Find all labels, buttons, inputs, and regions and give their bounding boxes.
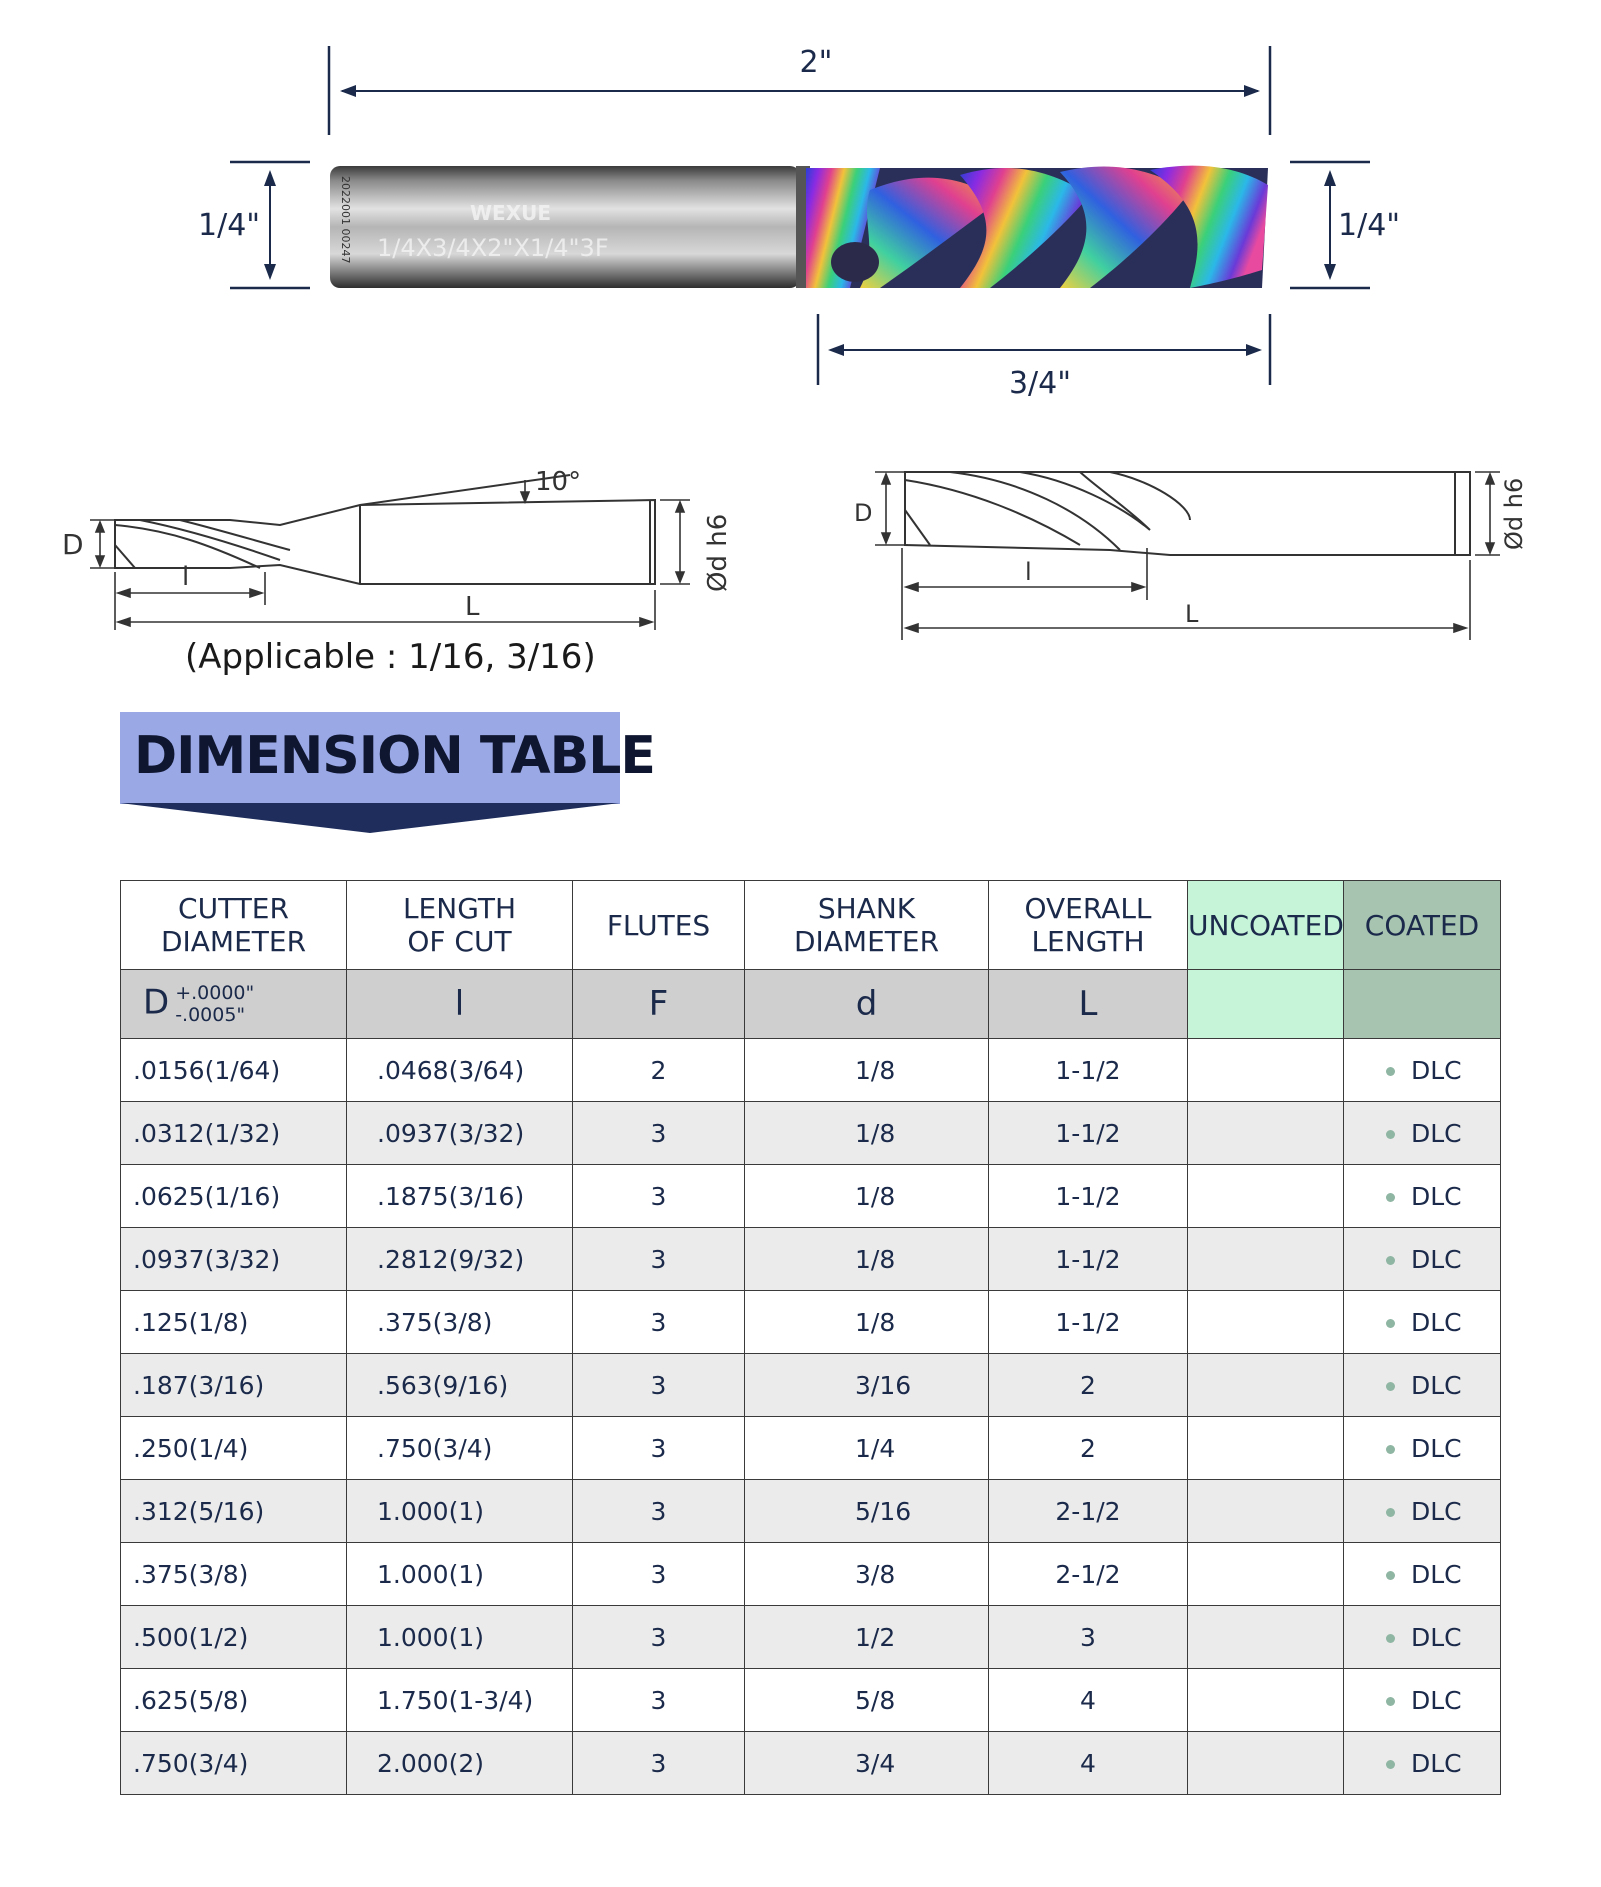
cell-shank-diameter: 3/4 — [745, 1732, 989, 1795]
bullet-icon — [1386, 1130, 1395, 1139]
cell-shank-diameter: 1/8 — [745, 1165, 989, 1228]
table-row — [121, 1165, 1501, 1228]
table-row — [121, 1102, 1501, 1165]
cell-cutter-diameter: .187(3/16) — [121, 1354, 347, 1417]
cell-coated: DLC — [1344, 1228, 1501, 1291]
cell-length-of-cut: .375(3/8) — [347, 1291, 573, 1354]
banner-title: DIMENSION TABLE — [134, 726, 655, 786]
col-overall-length: OVERALL LENGTH — [989, 881, 1188, 970]
cell-length-of-cut: 1.000(1) — [347, 1606, 573, 1669]
symbol-uncoated — [1188, 970, 1344, 1039]
cell-coated: DLC — [1344, 1291, 1501, 1354]
cell-overall-length: 1-1/2 — [989, 1228, 1188, 1291]
cell-shank-diameter: 1/8 — [745, 1228, 989, 1291]
cell-coated: DLC — [1344, 1669, 1501, 1732]
cell-uncoated — [1188, 1228, 1344, 1291]
schematic-angle-label: 10° — [535, 467, 582, 497]
cell-overall-length: 1-1/2 — [989, 1165, 1188, 1228]
table-row — [121, 1669, 1501, 1732]
symbol-cutter-diameter: D +.0000" -.0005" — [121, 970, 347, 1039]
schematic-diameter-label: D — [62, 528, 84, 561]
cell-shank-diameter: 5/8 — [745, 1669, 989, 1732]
cell-uncoated — [1188, 1732, 1344, 1795]
cell-coated: DLC — [1344, 1102, 1501, 1165]
schematic2-overall-label: L — [1185, 600, 1199, 628]
col-length-of-cut: LENGTH OF CUT — [347, 881, 573, 970]
bullet-icon — [1386, 1697, 1395, 1706]
cell-overall-length: 1-1/2 — [989, 1102, 1188, 1165]
cell-coated: DLC — [1344, 1039, 1501, 1102]
bullet-icon — [1386, 1193, 1395, 1202]
cell-uncoated — [1188, 1606, 1344, 1669]
cell-length-of-cut: .750(3/4) — [347, 1417, 573, 1480]
dimension-table-banner — [120, 712, 655, 804]
cell-coated: DLC — [1344, 1354, 1501, 1417]
symbol-overall-length: L — [989, 970, 1188, 1039]
schematic2-diameter-label: D — [854, 499, 873, 527]
col-cutter-diameter: CUTTER DIAMETER — [121, 881, 347, 970]
cell-flutes: 3 — [573, 1480, 745, 1543]
cell-cutter-diameter: .312(5/16) — [121, 1480, 347, 1543]
cell-overall-length: 4 — [989, 1732, 1188, 1795]
bullet-icon — [1386, 1571, 1395, 1580]
cell-uncoated — [1188, 1480, 1344, 1543]
dimension-table — [120, 880, 1501, 1795]
table-row — [121, 1480, 1501, 1543]
cell-coated: DLC — [1344, 1480, 1501, 1543]
diameter-label-left: 1/4" — [198, 208, 261, 243]
length-of-cut-label: 3/4" — [1008, 366, 1072, 401]
cell-shank-diameter: 1/4 — [745, 1417, 989, 1480]
cell-length-of-cut: .0937(3/32) — [347, 1102, 573, 1165]
cell-length-of-cut: 1.000(1) — [347, 1543, 573, 1606]
cell-overall-length: 2 — [989, 1417, 1188, 1480]
cell-uncoated — [1188, 1039, 1344, 1102]
symbol-length-of-cut: l — [347, 970, 573, 1039]
cell-uncoated — [1188, 1417, 1344, 1480]
tool-serial-marking: 2022001 00247 — [339, 176, 352, 264]
table-row — [121, 1543, 1501, 1606]
col-flutes: FLUTES — [573, 881, 745, 970]
table-row — [121, 1354, 1501, 1417]
cell-shank-diameter: 1/8 — [745, 1291, 989, 1354]
cell-cutter-diameter: .750(3/4) — [121, 1732, 347, 1795]
reduced-neck-schematic — [50, 450, 760, 650]
cell-cutter-diameter: .0312(1/32) — [121, 1102, 347, 1165]
bullet-icon — [1386, 1445, 1395, 1454]
cell-coated: DLC — [1344, 1417, 1501, 1480]
cell-flutes: 3 — [573, 1228, 745, 1291]
cell-flutes: 3 — [573, 1354, 745, 1417]
cell-length-of-cut: 1.000(1) — [347, 1480, 573, 1543]
cell-overall-length: 2-1/2 — [989, 1543, 1188, 1606]
bullet-icon — [1386, 1634, 1395, 1643]
cell-shank-diameter: 3/16 — [745, 1354, 989, 1417]
schematic-lengthofcut-label: l — [182, 562, 190, 592]
bullet-icon — [1386, 1508, 1395, 1517]
bullet-icon — [1386, 1760, 1395, 1769]
table-symbol-row — [121, 970, 1501, 1039]
diameter-label-right: 1/4" — [1338, 208, 1401, 243]
cell-overall-length: 4 — [989, 1669, 1188, 1732]
table-row — [121, 1228, 1501, 1291]
table-row — [121, 1606, 1501, 1669]
table-row — [121, 1291, 1501, 1354]
cell-coated: DLC — [1344, 1165, 1501, 1228]
symbol-flutes: F — [573, 970, 745, 1039]
bullet-icon — [1386, 1256, 1395, 1265]
symbol-shank-diameter: d — [745, 970, 989, 1039]
cell-uncoated — [1188, 1543, 1344, 1606]
cell-flutes: 3 — [573, 1417, 745, 1480]
cell-flutes: 3 — [573, 1543, 745, 1606]
overall-length-label: 2" — [799, 45, 833, 80]
table-row — [121, 1732, 1501, 1795]
tool-brand-marking: WEXUE — [470, 201, 552, 225]
cell-shank-diameter: 5/16 — [745, 1480, 989, 1543]
col-uncoated: UNCOATED — [1188, 881, 1344, 970]
cell-length-of-cut: .0468(3/64) — [347, 1039, 573, 1102]
col-coated: COATED — [1344, 881, 1501, 970]
schematic-overall-label: L — [465, 592, 480, 622]
table-row — [121, 1417, 1501, 1480]
cell-cutter-diameter: .250(1/4) — [121, 1417, 347, 1480]
cell-uncoated — [1188, 1102, 1344, 1165]
standard-schematic — [850, 450, 1550, 650]
cell-coated: DLC — [1344, 1543, 1501, 1606]
product-dimension-drawing — [0, 0, 1601, 420]
col-shank-diameter: SHANK DIAMETER — [745, 881, 989, 970]
cell-shank-diameter: 1/8 — [745, 1039, 989, 1102]
symbol-coated — [1344, 970, 1501, 1039]
cell-flutes: 3 — [573, 1606, 745, 1669]
bullet-icon — [1386, 1382, 1395, 1391]
cell-length-of-cut: .1875(3/16) — [347, 1165, 573, 1228]
cell-uncoated — [1188, 1165, 1344, 1228]
end-mill-illustration — [330, 166, 1268, 288]
table-row — [121, 1039, 1501, 1102]
cell-cutter-diameter: .500(1/2) — [121, 1606, 347, 1669]
banner-arrow — [120, 803, 620, 833]
schematic2-shank-label: Ød h6 — [1500, 477, 1528, 550]
cell-cutter-diameter: .0156(1/64) — [121, 1039, 347, 1102]
cell-shank-diameter: 3/8 — [745, 1543, 989, 1606]
cell-overall-length: 3 — [989, 1606, 1188, 1669]
cell-uncoated — [1188, 1669, 1344, 1732]
table-header-row — [121, 881, 1501, 970]
cell-length-of-cut: .563(9/16) — [347, 1354, 573, 1417]
tool-spec-marking: 1/4X3/4X2"X1/4"3F — [377, 234, 609, 262]
cell-shank-diameter: 1/2 — [745, 1606, 989, 1669]
bullet-icon — [1386, 1067, 1395, 1076]
cell-flutes: 3 — [573, 1165, 745, 1228]
cell-length-of-cut: .2812(9/32) — [347, 1228, 573, 1291]
cell-flutes: 3 — [573, 1669, 745, 1732]
cell-uncoated — [1188, 1291, 1344, 1354]
cell-cutter-diameter: .0937(3/32) — [121, 1228, 347, 1291]
applicable-note: (Applicable : 1/16, 3/16) — [185, 637, 596, 677]
schematic2-lengthofcut-label: l — [1025, 558, 1032, 586]
cell-cutter-diameter: .375(3/8) — [121, 1543, 347, 1606]
cell-cutter-diameter: .625(5/8) — [121, 1669, 347, 1732]
cell-uncoated — [1188, 1354, 1344, 1417]
cell-overall-length: 1-1/2 — [989, 1291, 1188, 1354]
cell-length-of-cut: 2.000(2) — [347, 1732, 573, 1795]
schematic-shank-label: Ød h6 — [703, 513, 733, 592]
cell-shank-diameter: 1/8 — [745, 1102, 989, 1165]
cell-coated: DLC — [1344, 1606, 1501, 1669]
cell-overall-length: 2 — [989, 1354, 1188, 1417]
cell-overall-length: 1-1/2 — [989, 1039, 1188, 1102]
cell-coated: DLC — [1344, 1732, 1501, 1795]
cell-overall-length: 2-1/2 — [989, 1480, 1188, 1543]
cell-flutes: 2 — [573, 1039, 745, 1102]
cell-length-of-cut: 1.750(1-3/4) — [347, 1669, 573, 1732]
cell-flutes: 3 — [573, 1102, 745, 1165]
cell-cutter-diameter: .0625(1/16) — [121, 1165, 347, 1228]
cell-flutes: 3 — [573, 1732, 745, 1795]
bullet-icon — [1386, 1319, 1395, 1328]
cell-flutes: 3 — [573, 1291, 745, 1354]
cell-cutter-diameter: .125(1/8) — [121, 1291, 347, 1354]
